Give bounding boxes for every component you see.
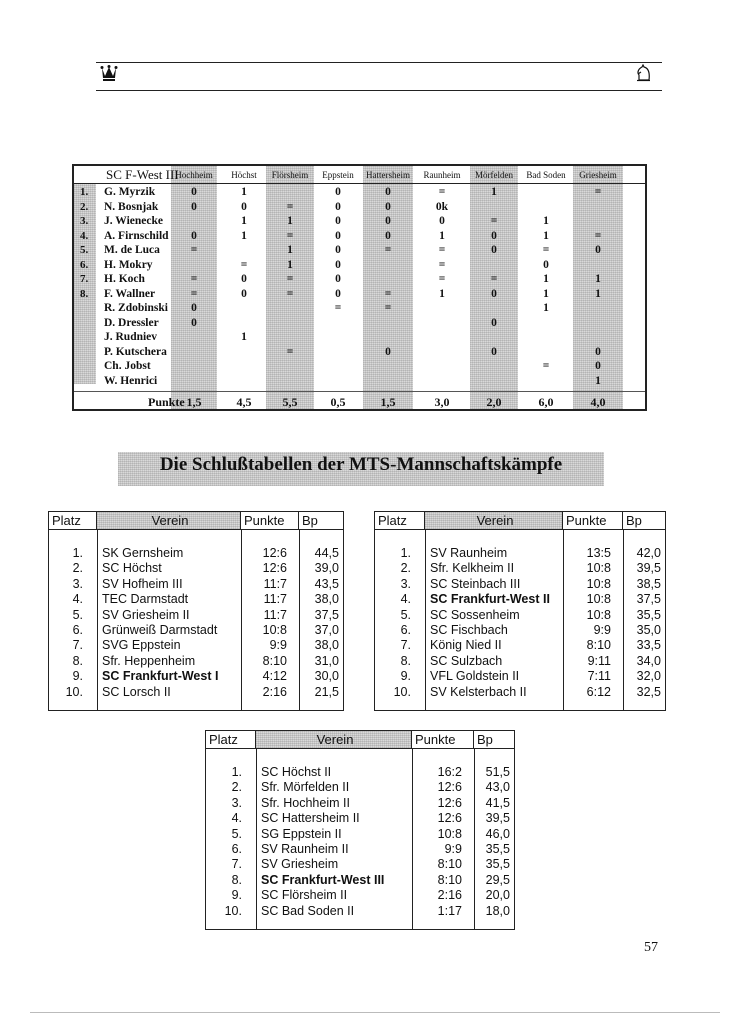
- result-cell: =: [490, 215, 498, 227]
- result-cell: =: [594, 229, 602, 242]
- result-cell: 1: [595, 287, 601, 300]
- result-cell: 1: [287, 258, 293, 271]
- points-cell: 10:8: [586, 607, 611, 622]
- result-cell: 1: [241, 331, 247, 343]
- bp-cell: 39,0: [314, 561, 339, 576]
- result-cell: =: [384, 287, 392, 300]
- bp-cell: 39,5: [636, 561, 661, 576]
- punkte-header: Punkte: [563, 512, 623, 530]
- result-cell: =: [286, 200, 294, 213]
- column-divider: [97, 530, 98, 710]
- bp-cell: 38,5: [636, 576, 661, 591]
- player-name: J. Rudniev: [104, 331, 158, 343]
- result-cell: =: [438, 244, 446, 256]
- bp-cell: 20,0: [485, 888, 510, 903]
- opponent-header: Mörfelden: [475, 170, 513, 180]
- player-name: N. Bosnjak: [104, 200, 159, 213]
- result-cell: 0: [191, 302, 197, 314]
- club-cell: SC Frankfurt-West I: [102, 669, 219, 684]
- league-table-right: [374, 511, 666, 711]
- club-cell: SC Höchst II: [261, 765, 332, 779]
- team-name: SC F-West III: [106, 167, 179, 182]
- result-cell: 0: [191, 200, 197, 213]
- result-cell: 1: [241, 186, 247, 198]
- place-cell: 9.: [400, 669, 411, 684]
- result-cell: =: [438, 186, 446, 198]
- points-cell: 13:5: [586, 546, 611, 560]
- result-cell: 0: [335, 200, 341, 213]
- player-name: W. Henrici: [104, 374, 158, 387]
- club-cell: SC Frankfurt-West III: [261, 872, 385, 887]
- result-cell: 0: [335, 215, 341, 227]
- opponent-header: Flörsheim: [271, 170, 309, 180]
- player-name: M. de Luca: [104, 244, 160, 256]
- result-cell: =: [384, 302, 392, 314]
- verein-header: Verein: [97, 512, 241, 530]
- header-rule-bottom: [96, 90, 662, 91]
- place-cell: 3.: [400, 576, 411, 591]
- opponent-header: Griesheim: [579, 170, 617, 180]
- club-cell: SC Fischbach: [430, 623, 508, 637]
- bp-cell: 39,5: [485, 811, 510, 826]
- results-header-row: [74, 166, 645, 184]
- bp-cell: 35,5: [636, 607, 661, 622]
- result-cell: 0: [491, 316, 497, 329]
- result-cell: 0: [595, 244, 601, 256]
- totals-divider: [74, 391, 645, 392]
- club-cell: Grünweiß Darmstadt: [102, 623, 218, 637]
- team-results-table: [72, 164, 647, 411]
- verein-header: Verein: [256, 731, 412, 749]
- result-cell: 0: [335, 186, 341, 198]
- result-cell: 0: [191, 316, 197, 329]
- result-cell: 0: [385, 229, 391, 242]
- player-rank: 3.: [80, 215, 89, 227]
- result-cell: =: [384, 244, 392, 256]
- player-rank: 2.: [80, 200, 89, 213]
- result-cell: 0: [385, 215, 391, 227]
- club-cell: SC Frankfurt-West II: [430, 592, 550, 607]
- bp-cell: 42,0: [636, 546, 661, 560]
- league-table-bottom: [205, 730, 515, 930]
- points-cell: 12:6: [262, 546, 287, 560]
- bp-cell: 37,5: [636, 592, 661, 607]
- place-cell: 6.: [231, 842, 242, 856]
- place-cell: 7.: [72, 638, 83, 653]
- place-cell: 9.: [231, 888, 242, 903]
- club-cell: SVG Eppstein: [102, 638, 181, 653]
- result-cell: 1: [241, 215, 247, 227]
- points-cell: 8:10: [586, 638, 611, 653]
- result-cell: 0: [241, 200, 247, 213]
- total-score: 6,0: [538, 395, 554, 409]
- result-cell: =: [190, 273, 198, 285]
- platz-header: Platz: [49, 512, 97, 530]
- points-cell: 1:17: [437, 903, 462, 918]
- bp-cell: 35,5: [485, 857, 510, 872]
- bp-cell: 44,5: [314, 546, 339, 560]
- player-rank: 1.: [80, 186, 89, 198]
- points-cell: 9:9: [444, 842, 462, 856]
- points-cell: 9:9: [593, 623, 611, 637]
- page-number: 57: [644, 940, 658, 955]
- result-cell: 1: [241, 229, 247, 242]
- club-cell: SC Lorsch II: [102, 684, 171, 699]
- result-cell: 1: [543, 229, 549, 242]
- bp-cell: 30,0: [314, 669, 339, 684]
- points-cell: 12:6: [437, 795, 462, 810]
- result-cell: =: [286, 273, 294, 285]
- place-cell: 8.: [231, 872, 242, 887]
- result-cell: 0: [491, 229, 497, 242]
- opponent-header: Raunheim: [423, 170, 461, 180]
- league-table-left: [48, 511, 344, 711]
- player-rank: 8.: [80, 287, 89, 300]
- points-cell: 11:7: [263, 592, 287, 607]
- result-cell: =: [438, 273, 446, 285]
- player-name: R. Zdobinski: [104, 302, 168, 314]
- points-cell: 12:6: [262, 561, 287, 576]
- bp-cell: 38,0: [314, 592, 339, 607]
- place-cell: 6.: [72, 623, 83, 637]
- bp-cell: 33,5: [636, 638, 661, 653]
- result-cell: 0: [491, 345, 497, 358]
- bp-cell: 32,0: [636, 669, 661, 684]
- place-cell: 5.: [400, 607, 411, 622]
- points-cell: 2:16: [437, 888, 462, 903]
- result-cell: 0: [191, 186, 197, 198]
- total-score: 1,5: [186, 395, 202, 409]
- points-cell: 11:7: [263, 576, 287, 591]
- result-cell: 1: [595, 273, 601, 285]
- points-cell: 8:10: [437, 872, 462, 887]
- place-cell: 7.: [231, 857, 242, 872]
- club-cell: Sfr. Kelkheim II: [430, 561, 515, 576]
- column-divider: [256, 749, 257, 929]
- player-name: H. Mokry: [104, 258, 153, 271]
- bp-cell: 43,0: [485, 780, 510, 795]
- chess-queen-icon: [100, 64, 118, 82]
- result-cell: 0: [335, 287, 341, 300]
- result-cell: =: [190, 244, 198, 256]
- place-cell: 7.: [400, 638, 411, 653]
- club-cell: SC Flörsheim II: [261, 888, 348, 903]
- bp-cell: 46,0: [485, 826, 510, 841]
- platz-header: Platz: [206, 731, 256, 749]
- club-cell: SC Bad Soden II: [261, 903, 355, 918]
- player-name: D. Dressler: [104, 316, 159, 329]
- result-cell: 0: [385, 345, 391, 358]
- place-cell: 4.: [400, 592, 411, 607]
- result-cell: 0: [595, 345, 601, 358]
- bp-cell: 21,5: [314, 684, 339, 699]
- player-rank: 6.: [80, 258, 89, 271]
- player-rank: 4.: [80, 229, 89, 242]
- points-cell: 12:6: [437, 811, 462, 826]
- points-cell: 9:9: [269, 638, 287, 653]
- player-name: J. Wienecke: [104, 215, 163, 227]
- opponent-header: Bad Soden: [526, 170, 566, 180]
- result-cell: 0: [335, 258, 341, 271]
- place-cell: 1.: [400, 546, 411, 560]
- verein-header: Verein: [425, 512, 563, 530]
- bp-cell: 32,5: [636, 684, 661, 699]
- result-cell: =: [542, 360, 550, 372]
- result-cell: 1: [287, 215, 293, 227]
- bp-cell: 35,5: [485, 842, 510, 856]
- points-cell: 10:8: [262, 623, 287, 637]
- bp-cell: 43,5: [314, 576, 339, 591]
- place-cell: 9.: [72, 669, 83, 684]
- player-rank: 7.: [80, 273, 89, 285]
- bp-cell: 31,0: [314, 653, 339, 668]
- result-cell: =: [334, 302, 342, 314]
- place-cell: 2.: [72, 561, 83, 576]
- place-cell: 3.: [231, 795, 242, 810]
- opponent-header: Höchst: [231, 170, 257, 180]
- points-cell: 6:12: [586, 684, 611, 699]
- result-cell: =: [594, 186, 602, 198]
- column-divider: [425, 530, 426, 710]
- club-cell: SV Griesheim II: [102, 607, 190, 622]
- place-cell: 5.: [231, 826, 242, 841]
- result-cell: 0k: [435, 200, 449, 213]
- player-name: P. Kutschera: [104, 345, 167, 358]
- result-cell: =: [490, 273, 498, 285]
- place-cell: 5.: [72, 607, 83, 622]
- club-cell: SC Sossenheim: [430, 607, 520, 622]
- club-cell: SC Hattersheim II: [261, 811, 360, 826]
- club-cell: TEC Darmstadt: [102, 592, 189, 607]
- result-cell: 1: [543, 302, 549, 314]
- total-score: 2,0: [486, 395, 502, 409]
- result-cell: 0: [491, 244, 497, 256]
- totals-label: Punkte: [148, 395, 185, 409]
- result-cell: 1: [491, 186, 497, 198]
- points-cell: 7:11: [587, 669, 611, 684]
- result-cell: 0: [335, 229, 341, 242]
- result-cell: 1: [439, 287, 445, 300]
- platz-header: Platz: [375, 512, 425, 530]
- points-cell: 10:8: [586, 561, 611, 576]
- place-cell: 10.: [65, 684, 83, 699]
- player-rank: 5.: [80, 244, 89, 256]
- place-cell: 6.: [400, 623, 411, 637]
- points-cell: 8:10: [262, 653, 287, 668]
- result-cell: 0: [241, 287, 247, 300]
- place-cell: 3.: [72, 576, 83, 591]
- points-cell: 16:2: [437, 765, 462, 779]
- place-cell: 4.: [72, 592, 83, 607]
- total-score: 4,0: [590, 395, 606, 409]
- points-cell: 8:10: [437, 857, 462, 872]
- club-cell: SC Sulzbach: [430, 653, 503, 668]
- player-name: A. Firnschild: [104, 229, 169, 242]
- result-cell: 0: [491, 287, 497, 300]
- player-name: Ch. Jobst: [104, 360, 151, 372]
- result-cell: 0: [241, 273, 247, 285]
- place-cell: 1.: [72, 546, 83, 560]
- chess-knight-icon: [634, 64, 652, 82]
- result-cell: =: [190, 287, 198, 300]
- total-score: 3,0: [434, 395, 450, 409]
- club-cell: Sfr. Hochheim II: [261, 795, 350, 810]
- club-cell: SC Steinbach III: [430, 576, 521, 591]
- result-cell: 0: [385, 200, 391, 213]
- club-cell: SV Kelsterbach II: [430, 684, 527, 699]
- result-cell: 0: [335, 273, 341, 285]
- place-cell: 8.: [400, 653, 411, 668]
- title-banner: [118, 452, 604, 486]
- points-cell: 2:16: [262, 684, 287, 699]
- club-cell: SV Raunheim: [430, 546, 508, 560]
- header-rule-top: [96, 62, 662, 63]
- club-cell: SG Eppstein II: [261, 826, 342, 841]
- bp-cell: 37,0: [314, 623, 339, 637]
- points-cell: 10:8: [437, 826, 462, 841]
- place-cell: 2.: [400, 561, 411, 576]
- result-cell: =: [438, 258, 446, 271]
- club-cell: SC Höchst: [102, 561, 162, 576]
- result-cell: =: [286, 287, 294, 300]
- result-cell: =: [286, 229, 294, 242]
- footer-rule: [30, 1012, 720, 1013]
- result-cell: =: [286, 345, 294, 358]
- opponent-header: Hattersheim: [366, 170, 410, 180]
- bp-header: Bp: [474, 731, 514, 749]
- points-cell: 9:11: [587, 653, 611, 668]
- player-name: G. Myrzik: [104, 186, 156, 198]
- bp-header: Bp: [299, 512, 343, 530]
- total-score: 0,5: [330, 395, 346, 409]
- player-name: H. Koch: [104, 273, 145, 285]
- bp-cell: 34,0: [636, 653, 661, 668]
- points-cell: 10:8: [586, 576, 611, 591]
- points-cell: 10:8: [586, 592, 611, 607]
- club-cell: VFL Goldstein II: [430, 669, 520, 684]
- total-score: 5,5: [282, 395, 298, 409]
- opponent-header: Eppstein: [322, 170, 354, 180]
- points-cell: 12:6: [437, 780, 462, 795]
- result-cell: 0: [595, 360, 601, 372]
- result-cell: 0: [335, 244, 341, 256]
- result-cell: 0: [191, 229, 197, 242]
- place-cell: 10.: [393, 684, 411, 699]
- player-name: F. Wallner: [104, 287, 156, 300]
- points-cell: 11:7: [263, 607, 287, 622]
- club-cell: Sfr. Heppenheim: [102, 653, 196, 668]
- bp-cell: 18,0: [485, 903, 510, 918]
- result-cell: 0: [439, 215, 445, 227]
- result-cell: 1: [287, 244, 293, 256]
- bp-cell: 37,5: [314, 607, 339, 622]
- result-cell: 1: [543, 273, 549, 285]
- punkte-header: Punkte: [412, 731, 474, 749]
- result-cell: 1: [595, 374, 601, 387]
- bp-cell: 41,5: [485, 795, 510, 810]
- opponent-header: Hochheim: [175, 170, 213, 180]
- club-cell: König Nied II: [430, 638, 502, 653]
- place-cell: 4.: [231, 811, 242, 826]
- place-cell: 8.: [72, 653, 83, 668]
- club-cell: SV Raunheim II: [261, 842, 349, 856]
- result-cell: =: [542, 244, 550, 256]
- result-cell: =: [240, 258, 248, 271]
- result-cell: 1: [543, 287, 549, 300]
- club-cell: SV Griesheim: [261, 857, 339, 872]
- place-cell: 1.: [231, 765, 242, 779]
- bp-cell: 38,0: [314, 638, 339, 653]
- place-cell: 10.: [224, 903, 242, 918]
- result-cell: 0: [543, 258, 549, 271]
- bp-header: Bp: [623, 512, 665, 530]
- club-cell: SK Gernsheim: [102, 546, 184, 560]
- result-cell: 1: [439, 229, 445, 242]
- total-score: 1,5: [380, 395, 396, 409]
- bp-cell: 51,5: [485, 765, 510, 779]
- total-score: 4,5: [236, 395, 252, 409]
- club-cell: Sfr. Mörfelden II: [261, 780, 350, 795]
- result-cell: 0: [385, 186, 391, 198]
- place-cell: 2.: [231, 780, 242, 795]
- bp-cell: 35,0: [636, 623, 661, 637]
- punkte-header: Punkte: [241, 512, 299, 530]
- section-title: Die Schlußtabellen der MTS-Mannschaftskämpfe: [159, 454, 563, 475]
- result-cell: 1: [543, 215, 549, 227]
- points-cell: 4:12: [262, 669, 287, 684]
- bp-cell: 29,5: [485, 872, 510, 887]
- club-cell: SV Hofheim III: [102, 576, 183, 591]
